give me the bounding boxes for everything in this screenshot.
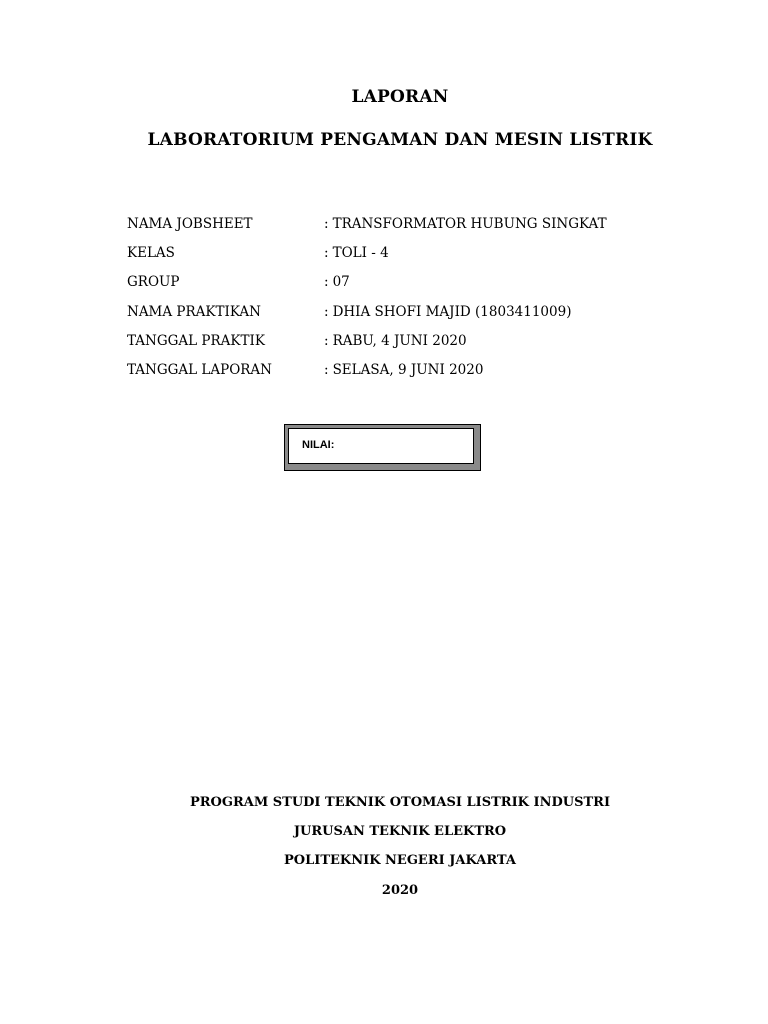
info-label: KELAS (127, 245, 175, 262)
info-label: TANGGAL PRAKTIK (127, 332, 265, 349)
info-value: TRANSFORMATOR HUBUNG SINGKAT (332, 216, 607, 232)
info-value: DHIA SHOFI MAJID (1803411009) (332, 303, 572, 320)
info-value-wrap (324, 272, 350, 292)
colon-separator: : (324, 303, 329, 320)
colon-separator: : (324, 274, 329, 291)
info-label: TANGGAL LAPORAN (127, 361, 272, 378)
info-value: RABU, 4 JUNI 2020 (332, 332, 467, 349)
info-value-wrap (324, 243, 389, 263)
info-value: 07 (332, 274, 350, 291)
grade-box-inner (288, 428, 474, 464)
colon-separator: : (324, 216, 329, 232)
page-title: LAPORAN (351, 87, 449, 107)
info-value: TOLI - 4 (332, 245, 389, 262)
info-label: GROUP (127, 274, 180, 291)
grade-label: NILAI: (302, 439, 335, 451)
info-value-wrap (324, 214, 607, 234)
footer-institution: POLITEKNIK NEGERI JAKARTA (284, 853, 516, 868)
info-value-wrap (324, 331, 467, 351)
colon-separator: : (324, 245, 329, 262)
footer-program: PROGRAM STUDI TEKNIK OTOMASI LISTRIK INDUSTRI (189, 795, 611, 810)
footer-department: JURUSAN TEKNIK ELEKTRO (293, 824, 507, 839)
info-value-wrap (324, 360, 483, 380)
page-subtitle: LABORATORIUM PENGAMAN DAN MESIN LISTRIK (147, 130, 653, 150)
info-value-wrap (324, 302, 571, 322)
grade-box (284, 424, 481, 471)
info-value: SELASA, 9 JUNI 2020 (332, 361, 484, 378)
colon-separator: : (324, 361, 329, 378)
info-label: NAMA PRAKTIKAN (127, 303, 261, 320)
info-label: NAMA JOBSHEET (127, 216, 253, 232)
footer-year: 2020 (381, 883, 419, 898)
colon-separator: : (324, 332, 329, 349)
